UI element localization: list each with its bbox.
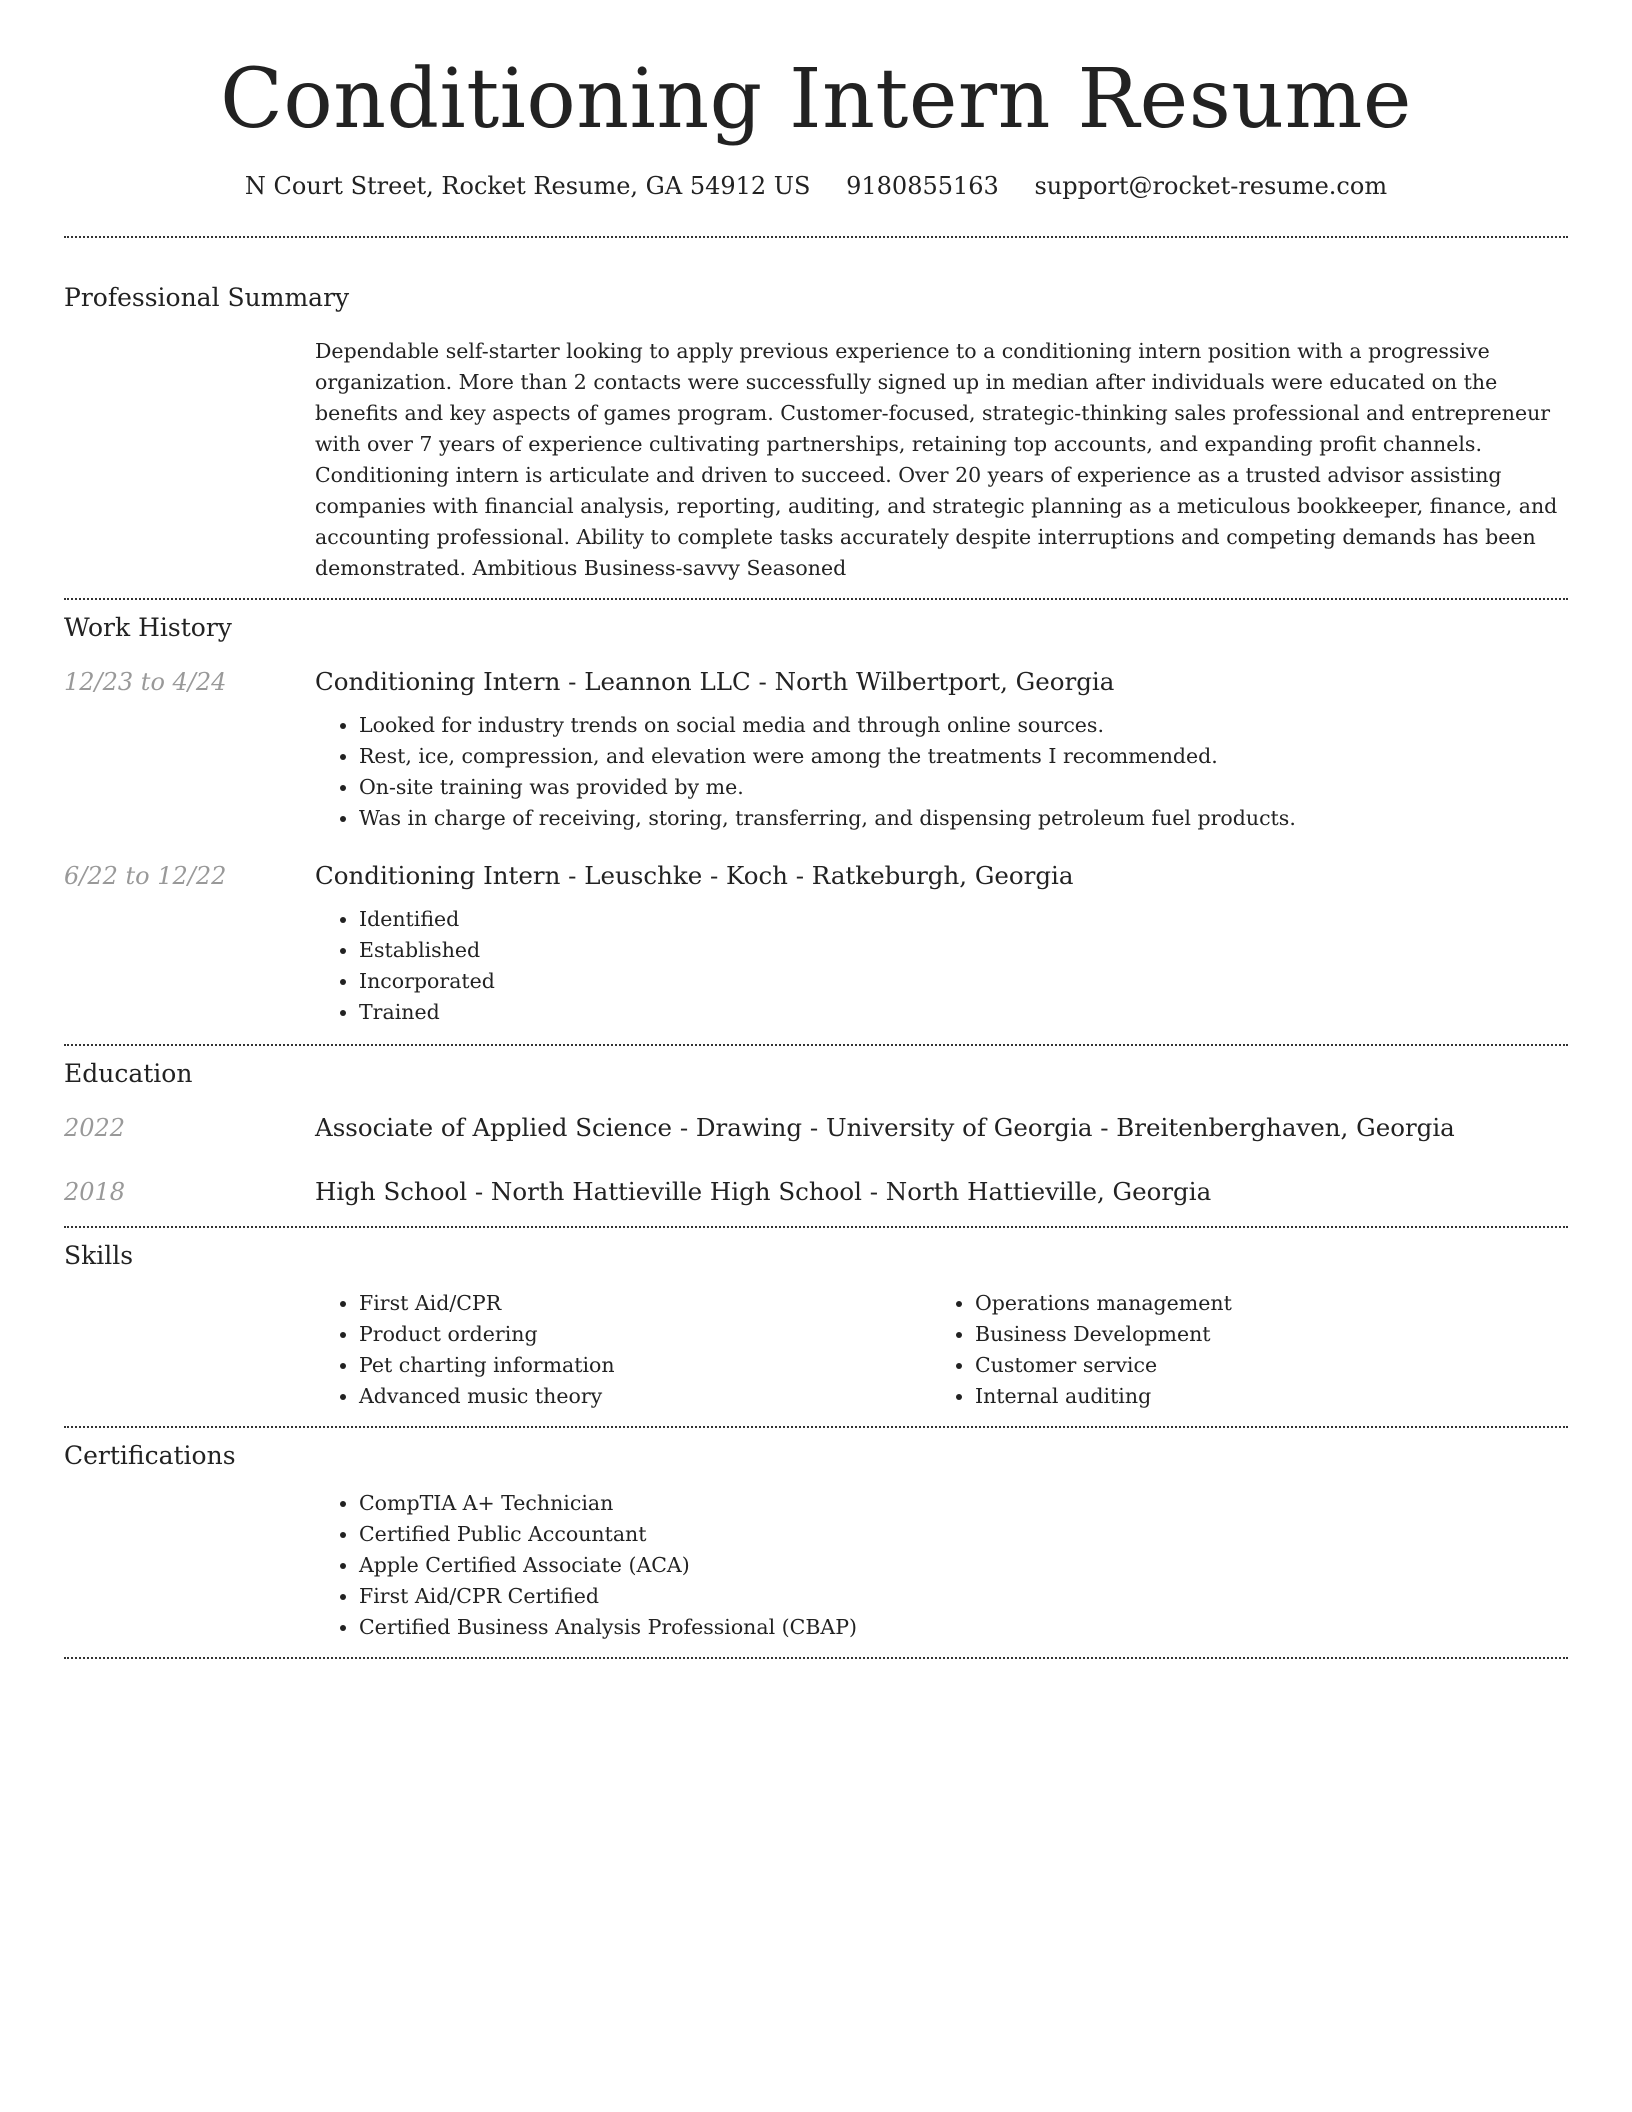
education-section [64, 1058, 1568, 1226]
contact-line [64, 170, 1568, 202]
education-year: 2018 [64, 1178, 126, 1206]
section-divider [64, 598, 1568, 600]
job-bullets [315, 710, 1568, 834]
skill-item: • Business Development [975, 1319, 1547, 1350]
job-details [315, 666, 1568, 834]
job-bullet: • Trained [359, 997, 1568, 1028]
education-entry [64, 1112, 1568, 1144]
certification-item: • Certified Public Accountant [359, 1519, 1568, 1550]
job-bullet: • Looked for industry trends on social media and through online sources. [359, 710, 1568, 741]
education-degree: Associate of Applied Science - Drawing - University of Georgia - Breitenberghaven, Georgia [315, 1113, 1455, 1142]
certifications-row [64, 1472, 1568, 1657]
education-details [315, 1112, 1568, 1144]
contact-phone: 9180855163 [846, 172, 999, 200]
contact-address: N Court Street, Rocket Resume, GA 54912 US [244, 172, 811, 200]
job-bullet: • On-site training was provided by me. [359, 772, 1568, 803]
job-dates: 6/22 to 12/22 [64, 862, 227, 890]
education-degree: High School - North Hattieville High School - North Hattieville, Georgia [315, 1177, 1212, 1206]
skills-section [64, 1240, 1568, 1426]
skill-item: • Advanced music theory [359, 1381, 931, 1412]
job-bullet: • Was in charge of receiving, storing, transferring, and dispensing petroleum fuel products. [359, 803, 1568, 834]
certification-item: • First Aid/CPR Certified [359, 1581, 1568, 1612]
skill-item: • First Aid/CPR [359, 1288, 931, 1319]
skill-item: • Operations management [975, 1288, 1547, 1319]
certifications-body [315, 1472, 1568, 1657]
work-history-heading: Work History [64, 613, 232, 642]
contact-email: support@rocket-resume.com [1034, 172, 1388, 200]
certification-item: • CompTIA A+ Technician [359, 1488, 1568, 1519]
education-year: 2022 [64, 1114, 126, 1142]
certification-item: • Apple Certified Associate (ACA) [359, 1550, 1568, 1581]
job-title: Conditioning Intern - Leannon LLC - North Wilbertport, Georgia [315, 667, 1115, 696]
skills-body [315, 1272, 1568, 1426]
job-dates: 12/23 to 4/24 [64, 668, 227, 696]
job-details [315, 860, 1568, 1028]
skill-item: • Customer service [975, 1350, 1547, 1381]
certifications-list [315, 1488, 1568, 1643]
skills-columns [315, 1288, 1568, 1426]
job-bullets [315, 904, 1568, 1028]
skill-item: • Product ordering [359, 1319, 931, 1350]
skills-column-2 [931, 1288, 1547, 1412]
resume-title: Conditioning Intern Resume [220, 52, 1412, 147]
section-divider [64, 1044, 1568, 1046]
certification-item: • Certified Business Analysis Professional (CBAP) [359, 1612, 1568, 1643]
summary-body [315, 314, 1568, 598]
job-bullet: • Identified [359, 904, 1568, 935]
skill-item: • Internal auditing [975, 1381, 1547, 1412]
job-entry [64, 860, 1568, 1028]
section-divider [64, 1426, 1568, 1428]
education-heading: Education [64, 1059, 193, 1088]
summary-row [64, 314, 1568, 598]
skills-column-1 [315, 1288, 931, 1412]
skill-item: • Pet charting information [359, 1350, 931, 1381]
skills-row [64, 1272, 1568, 1426]
skills-heading: Skills [64, 1241, 134, 1270]
summary-heading: Professional Summary [64, 283, 350, 312]
job-bullet: • Established [359, 935, 1568, 966]
certifications-heading: Certifications [64, 1441, 236, 1470]
section-divider [64, 1226, 1568, 1228]
job-bullet: • Rest, ice, compression, and elevation were among the treatments I recommended. [359, 741, 1568, 772]
summary-section [64, 282, 1568, 598]
section-divider [64, 1657, 1568, 1659]
certifications-list-wrap [315, 1488, 1568, 1657]
section-divider [64, 236, 1568, 238]
job-entry [64, 666, 1568, 834]
education-entry [64, 1176, 1568, 1208]
education-details [315, 1176, 1568, 1208]
work-history-section [64, 612, 1568, 1044]
job-bullet: • Incorporated [359, 966, 1568, 997]
job-title: Conditioning Intern - Leuschke - Koch - Ratkeburgh, Georgia [315, 861, 1074, 890]
certifications-section [64, 1440, 1568, 1657]
summary-text: Dependable self-starter looking to apply previous experience to a conditioning intern position with a progressive organization. More than 2 contacts were successfully signed up in median after individuals were educated on the benefits and key aspects of games program. Customer-focused, strategic-thinking sales professional and entrepreneur with over 7 years of experience cultivating partnerships, retaining top accounts, and expanding profit channels. Conditioning intern is articulate and driven to succeed. Over 20 years of experience as a trusted advisor assisting companies with financial analysis, reporting, auditing, and strategic planning as a meticulous bookkeeper, finance, and accounting professional. Ability to complete tasks accurately despite interruptions and competing demands has been demonstrated. Ambitious Business-savvy Seasoned [315, 339, 1558, 580]
